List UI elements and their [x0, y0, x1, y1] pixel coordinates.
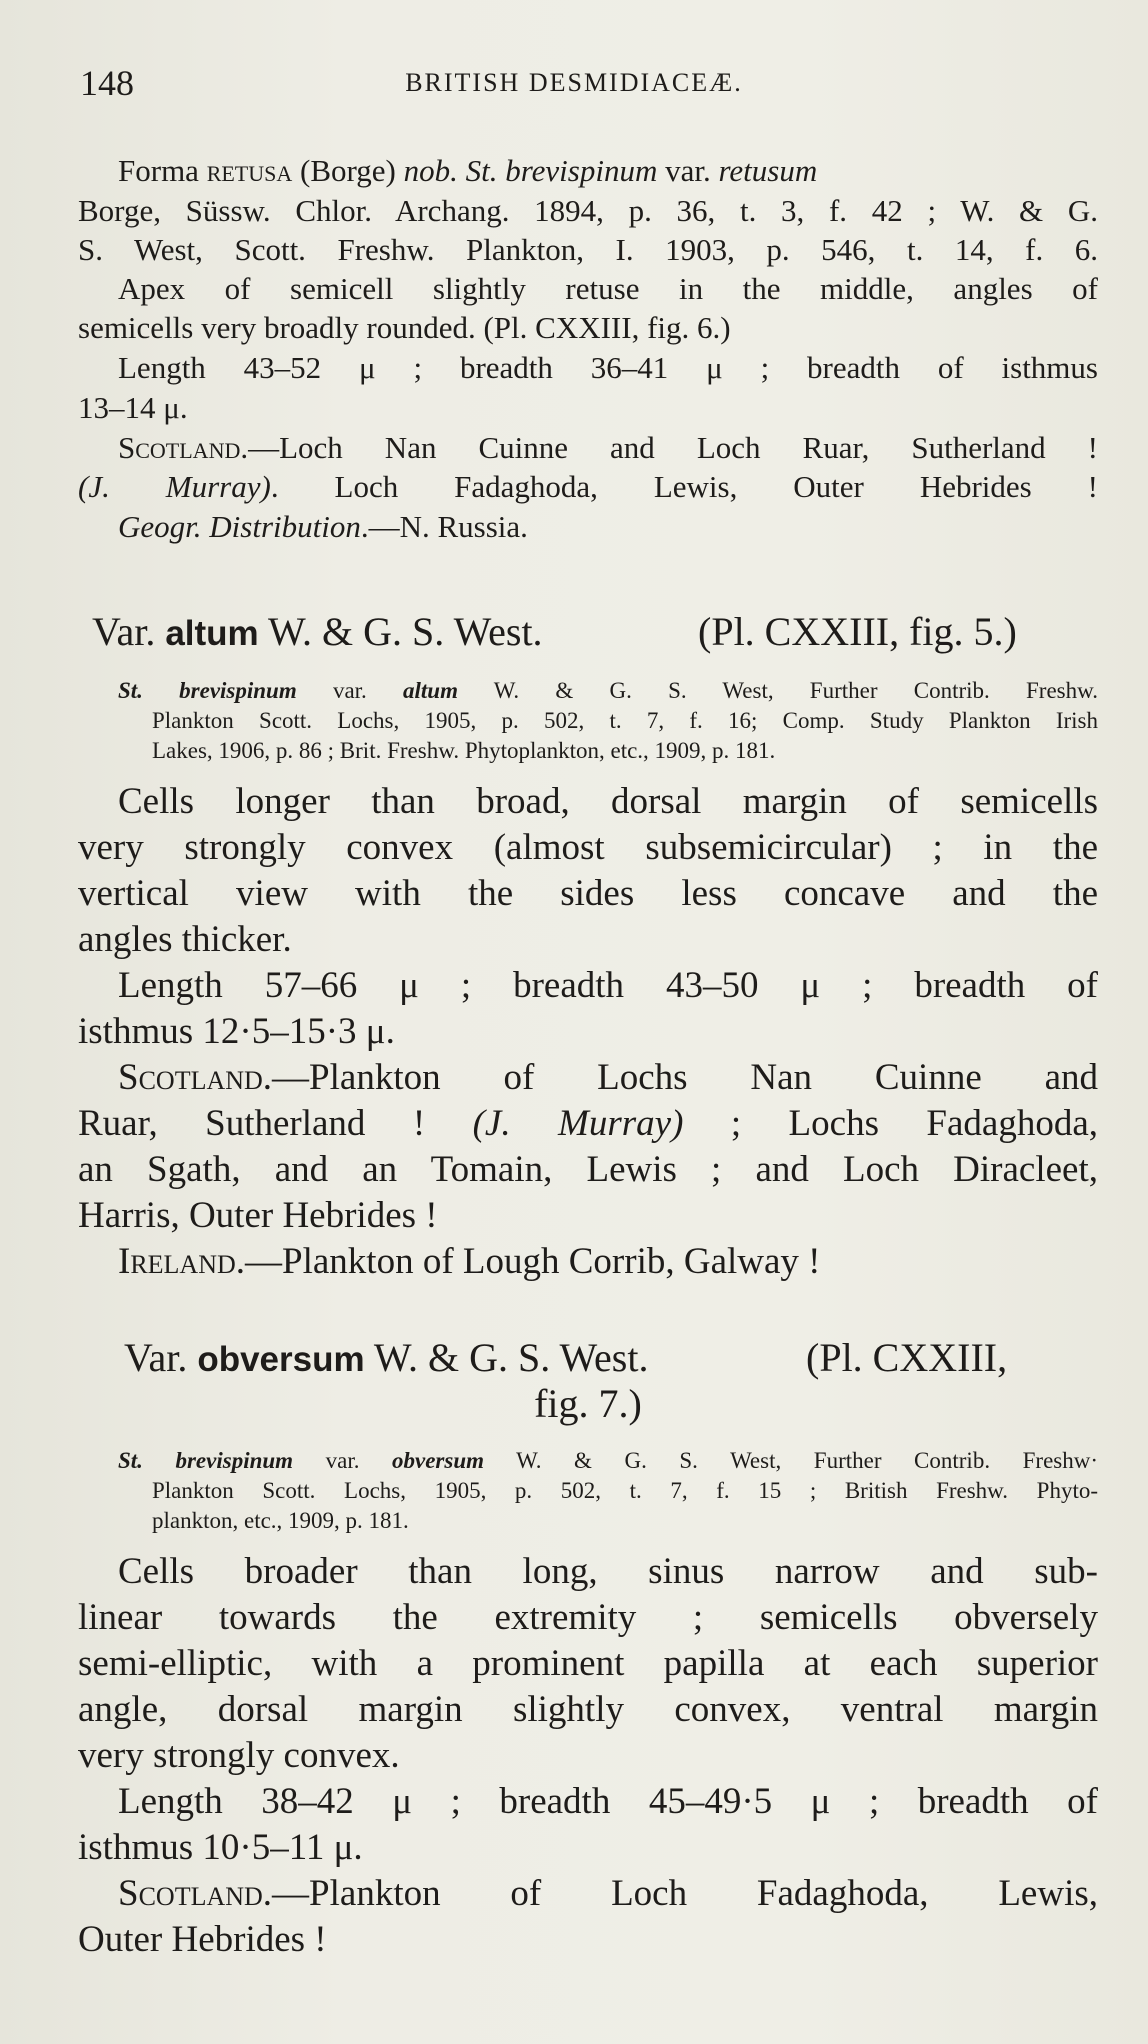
- forma-measurement-line: Length 43–52 μ ; breadth 36–41 μ ; breadth of isthmus: [118, 350, 1098, 385]
- forma-locality-line: Scotland.—Loch Nan Cuinne and Loch Ruar, Sutherland !: [118, 430, 1098, 465]
- altum-synonym-line: St. brevispinum var. altum W. & G. S. West, Further Contrib. Freshw.: [118, 678, 1098, 703]
- forma-locality-line: (J. Murray). Loch Fadaghoda, Lewis, Outer Hebrides !: [78, 469, 1098, 504]
- obversum-description-line: very strongly convex.: [78, 1735, 400, 1776]
- altum-locality-line: Harris, Outer Hebrides !: [78, 1195, 438, 1236]
- obversum-description-line: angle, dorsal margin slightly convex, ventral margin: [78, 1689, 1098, 1730]
- obversum-synonym-line: Plankton Scott. Lochs, 1905, p. 502, t. 7, f. 15 ; British Freshw. Phyto-: [152, 1478, 1098, 1503]
- obversum-measurement-line: isthmus 10·5–11 μ.: [78, 1827, 363, 1868]
- obversum-measurement-line: Length 38–42 μ ; breadth 45–49·5 μ ; breadth of: [118, 1781, 1098, 1822]
- obversum-description-line: Cells broader than long, sinus narrow and sub-: [118, 1551, 1098, 1592]
- altum-locality-line: Scotland.—Plankton of Lochs Nan Cuinne and: [118, 1057, 1098, 1098]
- forma-measurement-line: 13–14 μ.: [78, 390, 188, 425]
- forma-citation-line: S. West, Scott. Freshw. Plankton, I. 1903, p. 546, t. 14, f. 6.: [78, 232, 1098, 267]
- altum-locality-line: an Sgath, and an Tomain, Lewis ; and Loch Diracleet,: [78, 1149, 1098, 1190]
- page-header: [0, 62, 1148, 112]
- obversum-synonym-line: plankton, etc., 1909, p. 181.: [152, 1508, 409, 1533]
- altum-synonym-line: Plankton Scott. Lochs, 1905, p. 502, t. 7, f. 16; Comp. Study Plankton Irish: [152, 708, 1098, 733]
- obversum-locality-line: Outer Hebrides !: [78, 1919, 327, 1960]
- altum-ireland-line: Ireland.—Plankton of Lough Corrib, Galway !: [118, 1241, 821, 1282]
- forma-description-line: Apex of semicell slightly retuse in the middle, angles of: [118, 271, 1098, 306]
- page-number: 148: [80, 63, 134, 103]
- altum-synonym-line: Lakes, 1906, p. 86 ; Brit. Freshw. Phytoplankton, etc., 1909, p. 181.: [152, 738, 776, 763]
- forma-description-line: semicells very broadly rounded. (Pl. CXXIII, fig. 6.): [78, 310, 731, 345]
- altum-measurement-line: isthmus 12·5–15·3 μ.: [78, 1011, 395, 1052]
- obversum-description-line: semi-elliptic, with a prominent papilla at each superior: [78, 1643, 1098, 1684]
- forma-title-line: Forma retusa (Borge) nob. St. brevispinum var. retusum: [118, 153, 818, 188]
- obversum-description-line: linear towards the extremity ; semicells obversely: [78, 1597, 1098, 1638]
- altum-description-line: angles thicker.: [78, 919, 292, 960]
- obversum-locality-line: Scotland.—Plankton of Loch Fadaghoda, Lewis,: [118, 1873, 1098, 1914]
- var-obversum-heading-cont: fig. 7.): [534, 1381, 642, 1426]
- altum-measurement-line: Length 57–66 μ ; breadth 43–50 μ ; breadth of: [118, 965, 1098, 1006]
- obversum-synonym-line: St. brevispinum var. obversum W. & G. S. West, Further Contrib. Freshw·: [118, 1448, 1098, 1473]
- book-page: 148 BRITISH DESMIDIACEÆ. Forma retusa (Borge) nob. St. brevispinum var. retusum Borge, Süssw. Chlor. Archang. 1894, p. 36, t. 3, f. 42 ; W. & G. S. West, Scott. Freshw. Plankton, I. 1903, p. 546, t. 14, f. 6. Apex of semicell slightly retuse in the middle, angles of semicells very broadly rounded. (Pl. CXXIII, fig. 6.) Length 43–52 μ ; breadth 36–41 μ ; breadth of isthmus 13–14 μ. Scotland.—Loch Nan Cuinne and Loch Ruar, Sutherland ! (J. Murray). Loch Fadaghoda, Lewis, Outer Hebrides ! Geogr. Distribution.—N. Russia. Var. altum W. & G. S. West. (Pl. CXXIII, fig. 5.) St. brevispinum var. altum W. & G. S. West, Further Contrib. Freshw. Plankton Scott. Lochs, 1905, p. 502, t. 7, f. 16; Comp. Study Plankton Irish Lakes, 1906, p. 86 ; Brit. Freshw. Phytoplankton, etc., 1909, p. 181. Cells longer than broad, dorsal margin of semicells very strongly convex (almost subsemicircular) ; in the vertical view with the sides less concave and the angles thicker. Length 57–66 μ ; breadth 43–50 μ ; breadth of isthmus 12·5–15·3 μ. Scotland.—Plankton of Lochs Nan Cuinne and Ruar, Sutherland ! (J. Murray) ; Lochs Fadaghoda, an Sgath, and an Tomain, Lewis ; and Loch Diracleet, Harris, Outer Hebrides ! Ireland.—Plankton of Lough Corrib, Galway ! Var. obversum W. & G. S. West. (Pl. CXXIII, fig. 7.) St. brevispinum var. obversum W. & G. S. West, Further Contrib. Freshw· Plankton Scott. Lochs, 1905, p. 502, t. 7, f. 15 ; British Freshw. Phyto- plankton, etc., 1909, p. 181. Cells broader than long, sinus narrow and sub- linear towards the extremity ; semicells obversely semi-elliptic, with a prominent papilla at each superior angle, dorsal margin slightly convex, ventral margin very strongly convex. Length 38–42 μ ; breadth 45–49·5 μ ; breadth of isthmus 10·5–11 μ. Scotland.—Plankton of Loch Fadaghoda, Lewis, Outer Hebrides !: [0, 0, 1148, 2044]
- altum-locality-line: Ruar, Sutherland ! (J. Murray) ; Lochs Fadaghoda,: [78, 1103, 1098, 1144]
- forma-distribution-line: Geogr. Distribution.—N. Russia.: [118, 509, 528, 544]
- forma-citation-line: Borge, Süssw. Chlor. Archang. 1894, p. 36, t. 3, f. 42 ; W. & G.: [78, 193, 1098, 228]
- altum-description-line: very strongly convex (almost subsemicircular) ; in the: [78, 827, 1098, 868]
- altum-description-line: Cells longer than broad, dorsal margin of semicells: [118, 781, 1098, 822]
- running-title: BRITISH DESMIDIACEÆ.: [405, 68, 743, 97]
- altum-description-line: vertical view with the sides less concave and the: [78, 873, 1098, 914]
